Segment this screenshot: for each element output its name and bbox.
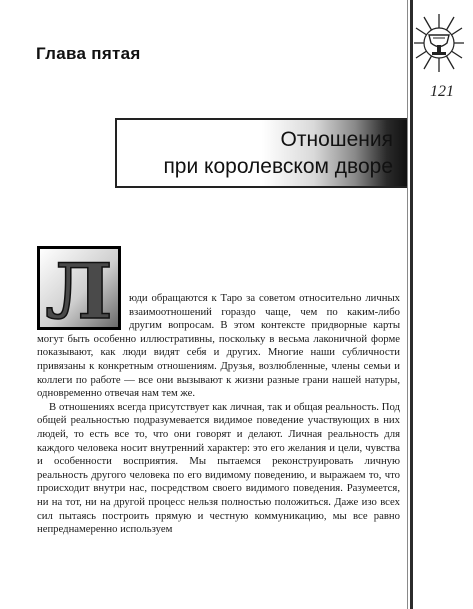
paragraph-2: В отношениях всегда присутствует как личная, так и общая реальность. Под общей реальностью подразумевается видимое поведение участвующих в них людей, то есть все то, что они говорят и делают. Личная реальность для каждого человека носит внутренний характер: это его желания и цели, чувства и особенности восприятия. Мы пытаемся реконструировать личную реальность другого человека по его видимому поведению, и выражаем то, что происходит внутри нас, посредством своего видимого поведения. Разумеется, ни на тот, ни на другой процесс нельзя полностью положиться. Даже изо всех сил пытаясь построить прямую и честную коммуникацию, мы все равно непреднамеренно используем	[37, 400, 400, 536]
chapter-title-line-1: Отношения	[280, 128, 393, 151]
margin-rule-thin	[407, 0, 408, 609]
chapter-label: Глава пятая	[36, 44, 141, 63]
page-number: 121	[430, 83, 454, 100]
paragraph-1-text: юди обращаются к Таро за советом относительно личных взаимоотношений гораздо чаще, чем по каким-либо другим вопросам. В этом контексте придворные карты могут быть особенно иллюстративны, поскольку в весьма лаконичной форме показывают, как люди видят себя и других. Многие наши субличности привязаны к конкретным отношениям. Друзья, возлюбленные, члены семьи и коллеги по работе — все они вызывают к жизни разные грани нашей натуры, одновременно отвечая нам тем же.	[37, 292, 400, 400]
drop-cap-letter: Л	[45, 247, 113, 330]
drop-cap-spacer	[37, 292, 129, 332]
chapter-title	[163, 126, 393, 180]
chapter-title-box	[115, 118, 407, 188]
margin-rule-thick	[410, 0, 413, 609]
chapter-title-line-2: при королевском дворе	[163, 155, 393, 178]
paragraph-1	[37, 292, 400, 401]
body-text	[37, 292, 400, 537]
cup-with-rays-emblem-icon	[414, 12, 464, 74]
